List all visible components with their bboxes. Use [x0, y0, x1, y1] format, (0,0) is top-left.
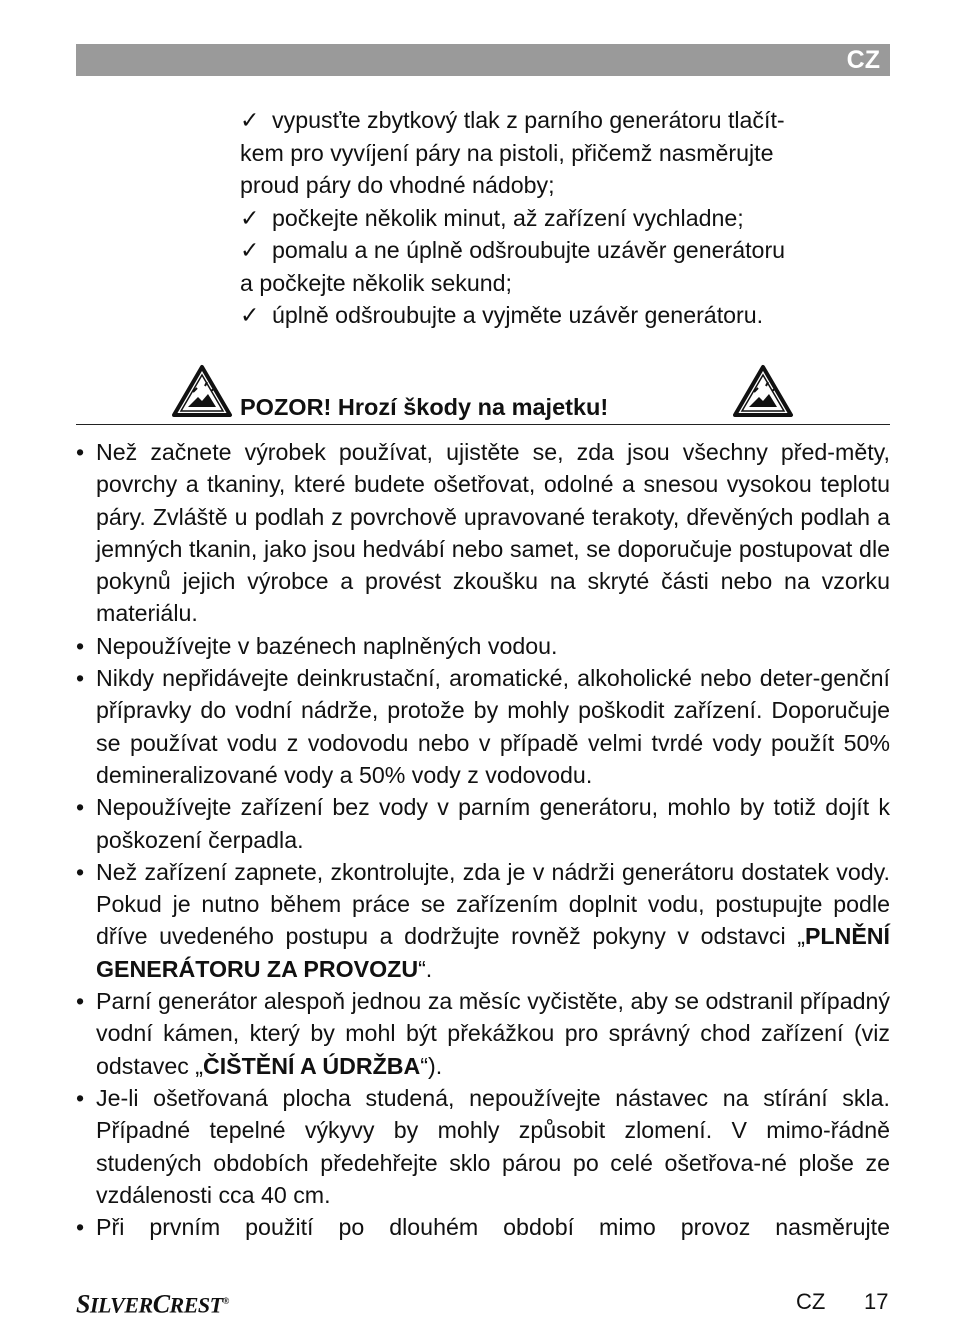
footer-language: CZ	[796, 1289, 826, 1314]
check-icon: ✓	[240, 107, 260, 133]
list-item: • Nepoužívejte v bazénech naplněných vodou.	[76, 630, 890, 662]
checklist-item: ✓ vypusťte zbytkový tlak z parního generátoru tlačít- kem pro vyvíjení páry na pistoli, přičemž nasměrujte proud páry do vhodné nádoby;	[240, 104, 880, 202]
page-number: 17	[864, 1289, 889, 1314]
list-item: • Než zařízení zapnete, zkontrolujte, zda je v nádrži generátoru dostatek vody. Pokud je nutno během práce se zařízením doplnit vodu, postupujte podle dříve uvedeného postupu a dodržujte rovněž pokyny v odstavci „PLNĚNÍ GENERÁTORU ZA PROVOZU“.	[76, 856, 890, 985]
safety-bullet-list	[76, 436, 890, 1243]
list-item: • Nikdy nepřidávejte deinkrustační, aromatické, alkoholické nebo deter-genční přípravky do vodní nádrže, protože by mohly poškodit zařízení. Doporučuje se používat vodu z vodovodu nebo v případě velmi tvrdé vody použít 50% demineralizované vody a 50% vody z vodovodu.	[76, 662, 890, 791]
checklist-item: ✓ počkejte několik minut, až zařízení vychladne;	[240, 202, 880, 235]
list-item: • Při prvním použití po dlouhém období mimo provoz nasměrujte	[76, 1211, 890, 1243]
warning-triangle-icon	[732, 364, 794, 418]
section-reference: ČIŠTĚNÍ A ÚDRŽBA	[202, 1052, 421, 1079]
check-icon: ✓	[240, 302, 260, 328]
checklist	[240, 104, 880, 332]
warning-triangle-icon	[171, 364, 233, 418]
list-item: • Je-li ošetřovaná plocha studená, nepoužívejte nástavec na stírání skla. Případné tepelné výkyvy by mohly způsobit zlomení. V mimo-řádně studených obdobích předehřejte sklo párou po celé ošetřova-né ploše ze vzdálenosti cca 40 cm.	[76, 1082, 890, 1211]
checklist-item: ✓ pomalu a ne úplně odšroubujte uzávěr generátoru a počkejte několik sekund;	[240, 234, 880, 299]
warning-heading	[76, 362, 890, 425]
check-icon: ✓	[240, 204, 260, 231]
header-language: CZ	[846, 46, 880, 74]
section-reference: PLNĚNÍ GENERÁTORU ZA PROVOZU	[96, 923, 890, 982]
list-item: • Nepoužívejte zařízení bez vody v parním generátoru, mohlo by totiž dojít k poškození čerpadla.	[76, 791, 890, 856]
silvercrest-logo: SILVERCREST®	[76, 1289, 229, 1319]
list-item: • Než začnete výrobek používat, ujistěte se, zda jsou všechny před-měty, povrchy a tkaniny, které budete ošetřovat, odolné a snesou vysokou teplotu páry. Zvláště u podlah z povrchově upravované terakoty, dřevěných podlah a jemných tkanin, jako jsou hedvábí nebo samet, se doporučuje postupovat dle pokynů jejich výrobce a provést zkoušku na skryté části nebo na vzorku materiálu.	[76, 436, 890, 630]
list-item: • Parní generátor alespoň jednou za měsíc vyčistěte, aby se odstranil případný vodní kámen, který by mohl být překážkou pro správný chod zařízení (viz odstavec „ČIŠTĚNÍ A ÚDRŽBA“).	[76, 985, 890, 1082]
header-bar	[76, 44, 890, 76]
checklist-item: ✓ úplně odšroubujte a vyjměte uzávěr generátoru.	[240, 299, 880, 332]
warning-title: POZOR! Hrozí škody na majetku!	[240, 394, 609, 420]
check-icon: ✓	[240, 237, 260, 263]
